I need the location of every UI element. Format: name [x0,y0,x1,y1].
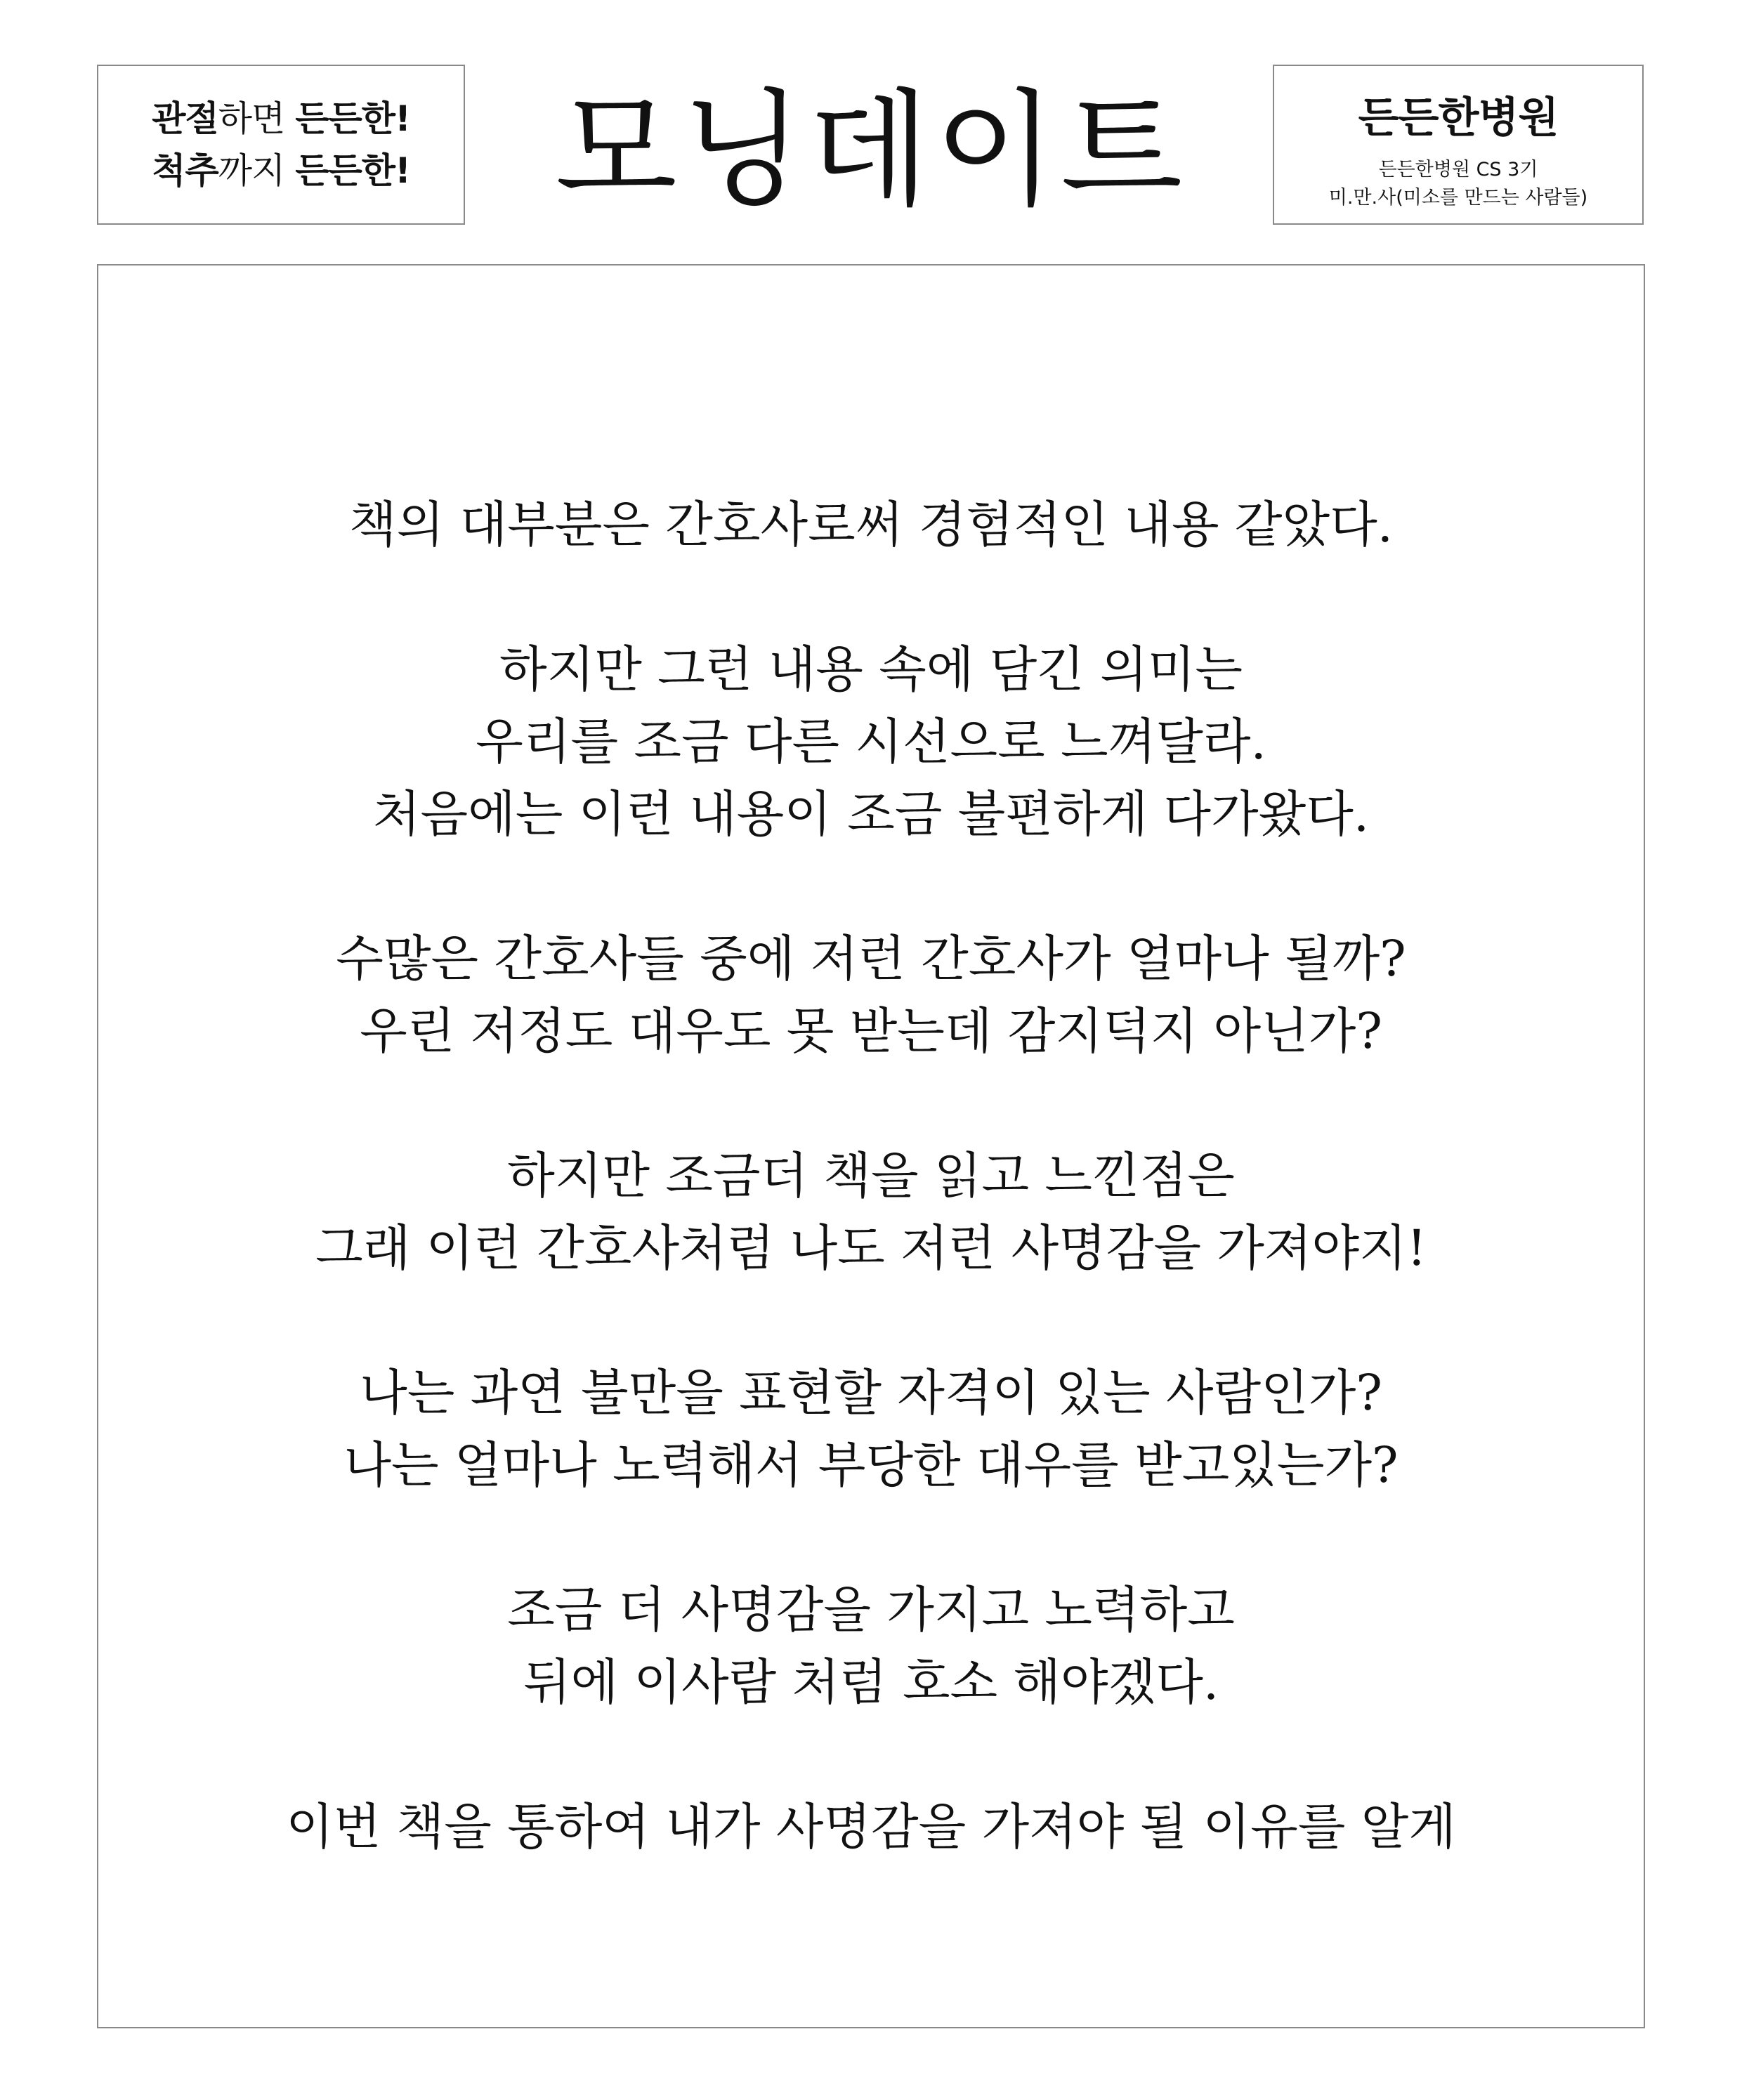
slogan-emphasis: 든든한! [295,150,410,191]
text-line: 하지만 그런 내용 속에 담긴 의미는 [499,641,1243,698]
slogan-text: 까지 [218,150,296,191]
slogan-line-1 [152,93,410,145]
text-line: 그래 이런 간호사처럼 나도 저런 사명감을 가져야지! [315,1219,1427,1277]
text-line: 이번 책을 통하여 내가 사명감을 가져야 될 이유를 알게 [286,1798,1456,1856]
slogan-keyword: 관절 [152,98,218,139]
brand-box [1273,65,1644,225]
text-line: 처음에는 이런 내용이 조금 불편하게 다가왔다. [372,785,1370,843]
slogan-text: 하면 [218,98,296,139]
content-panel [97,264,1645,2028]
article-body [98,489,1644,1863]
slogan-emphasis: 든든한! [295,98,410,139]
paragraph [98,1140,1644,1285]
slogan-keyword: 척추 [152,150,218,191]
slogan-line-2 [152,145,410,197]
brand-subtitle: 든든한병원 CS 3기 [1378,159,1538,181]
paragraph [98,923,1644,1068]
paragraph [98,1791,1644,1863]
paragraph [98,634,1644,851]
text-line: 수많은 간호사들 중에 저런 간호사가 얼마나 될까? [336,930,1406,987]
text-line: 책의 대부분은 간호사로써 경험적인 내용 같았다. [349,496,1393,553]
paragraph [98,1357,1644,1502]
slogan-box [97,65,465,225]
text-line: 우리를 조금 다른 시선으로 느껴달라. [476,713,1266,770]
page-title: 모닝데이트 [555,77,1187,224]
text-line: 하지만 조금더 책을 읽고 느낀점은 [507,1147,1235,1205]
brand-team-name: 미.만.사(미소를 만드는 사람들) [1328,187,1588,209]
text-line: 나는 과연 불만을 표현할 자격이 있는 사람인가? [360,1364,1382,1422]
text-line: 나는 얼마나 노력해서 부당한 대우를 받고있는가? [343,1436,1399,1494]
text-line: 뒤에 이사람 처럼 호소 해야겠다. [523,1653,1219,1711]
brand-name: 든든한병원 [1358,93,1559,143]
paragraph [98,489,1644,561]
paragraph [98,1574,1644,1719]
text-line: 우린 저정도 대우도 못 받는데 감지덕지 아닌가? [360,1002,1382,1060]
text-line: 조금 더 사명감을 가지고 노력하고 [507,1581,1235,1639]
